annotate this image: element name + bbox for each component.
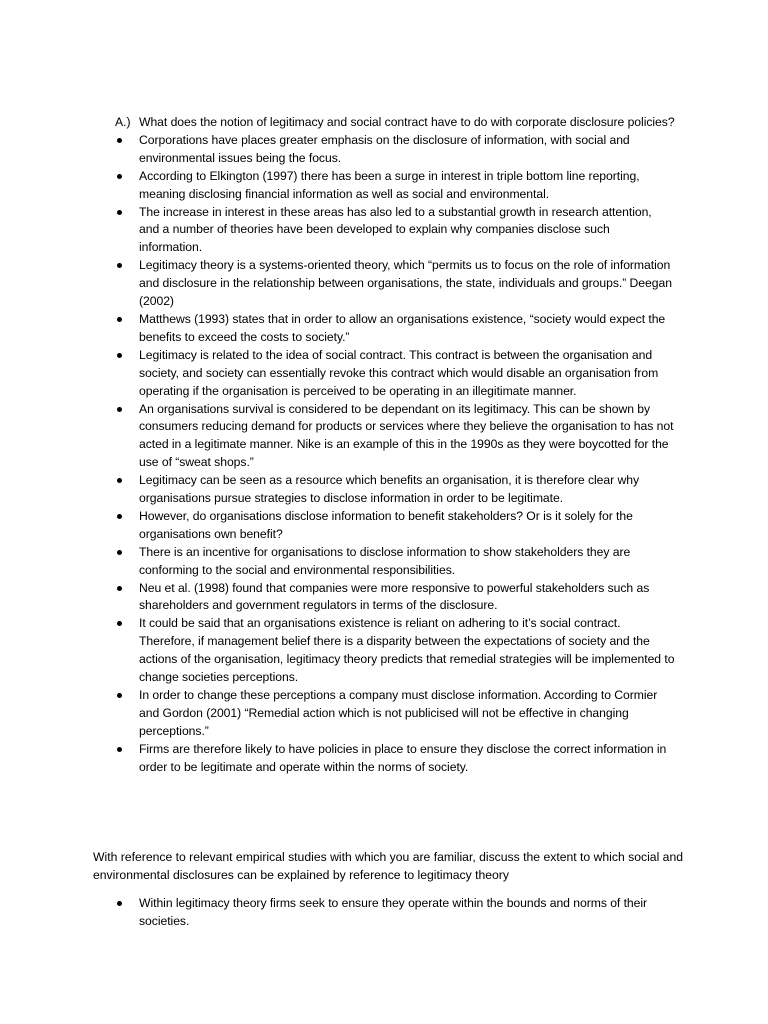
list-item bbox=[115, 204, 675, 258]
list-item bbox=[115, 544, 675, 580]
bullet-icon bbox=[117, 407, 122, 412]
bullet-icon bbox=[117, 621, 122, 626]
bullet-text: Legitimacy is related to the idea of social contract. This contract is between the organisation and society, and society can essentially revoke this contract which would disable an organisation from operating if the organisation is perceived to be operating in an illegitimate manner. bbox=[139, 347, 659, 398]
bullet-text: There is an incentive for organisations to disclose information to show stakeholders they are conforming to the social and environmental responsibilities. bbox=[139, 544, 631, 577]
bullet-text: Matthews (1993) states that in order to allow an organisations existence, “society would expect the benefits to exceed the costs to society.” bbox=[139, 311, 666, 344]
bullet-text: Neu et al. (1998) found that companies were more responsive to powerful stakeholders such as shareholders and government regulators in terms of the disclosure. bbox=[139, 580, 650, 613]
question-a bbox=[115, 114, 675, 132]
bullet-text: Legitimacy theory is a systems-oriented theory, which “permits us to focus on the role of information and disclosure in the relationship between organisations, the state, individuals and groups.” Deegan (2002) bbox=[139, 258, 672, 309]
question-a-text: What does the notion of legitimacy and social contract have to do with corporate disclosure policies? bbox=[139, 115, 675, 129]
list-item bbox=[115, 472, 675, 508]
bullet-icon bbox=[117, 478, 122, 483]
bullet-icon bbox=[117, 210, 122, 215]
bullet-text: The increase in interest in these areas has also led to a substantial growth in research attention, and a number of theories have been developed to explain why companies disclose such information. bbox=[139, 204, 652, 255]
bullet-icon bbox=[117, 263, 122, 268]
bullet-text: However, do organisations disclose information to benefit stakeholders? Or is it solely for the organisations own benefit? bbox=[139, 508, 633, 541]
list-item bbox=[115, 895, 675, 931]
list-item bbox=[115, 347, 675, 401]
bullet-text: Corporations have places greater emphasis on the disclosure of information, with social and environmental issues being the focus. bbox=[139, 132, 630, 165]
list-item bbox=[115, 687, 675, 741]
list-item bbox=[115, 132, 675, 168]
bullet-text: An organisations survival is considered to be dependant on its legitimacy. This can be shown by consumers reducing demand for products or services where they believe the organisation to has not acted in a legitimate manner. Nike is an example of this in the 1990s as they were boycotted for the use of “sweat shops.” bbox=[139, 401, 674, 470]
bullet-icon bbox=[117, 317, 122, 322]
list-item bbox=[115, 401, 675, 473]
section-a bbox=[115, 114, 675, 777]
bullet-text: Firms are therefore likely to have policies in place to ensure they disclose the correct information in order to be legitimate and operate within the norms of society. bbox=[139, 741, 667, 774]
bullet-text: Within legitimacy theory firms seek to ensure they operate within the bounds and norms of their societies. bbox=[139, 896, 648, 928]
bullet-icon bbox=[117, 586, 122, 591]
list-item bbox=[115, 615, 675, 687]
list-item bbox=[115, 508, 675, 544]
list-item bbox=[115, 580, 675, 616]
bullet-icon bbox=[117, 353, 122, 358]
question-b: With reference to relevant empirical studies with which you are familiar, discuss the extent to which social and environmental disclosures can be explained by reference to legitimacy theory bbox=[93, 850, 684, 882]
bullet-icon bbox=[117, 901, 122, 906]
bullet-icon bbox=[117, 138, 122, 143]
bullet-icon bbox=[117, 693, 122, 698]
list-item bbox=[115, 311, 675, 347]
bullet-icon bbox=[117, 550, 122, 555]
list-item bbox=[115, 257, 675, 311]
bullet-icon bbox=[117, 514, 122, 519]
bullet-icon bbox=[117, 747, 122, 752]
question-a-marker: A.) bbox=[115, 115, 131, 129]
bullet-text: Legitimacy can be seen as a resource which benefits an organisation, it is therefore clear why organisations pursue strategies to disclose information in order to be legitimate. bbox=[139, 473, 639, 506]
bullet-icon bbox=[117, 174, 122, 179]
section-b-list bbox=[115, 895, 675, 931]
bullet-text: In order to change these perceptions a company must disclose information. According to Cormier and Gordon (2001) “Remedial action which is not publicised will not be effective in changing perceptions.” bbox=[139, 688, 658, 738]
bullet-text: According to Elkington (1997) there has been a surge in interest in triple bottom line reporting, meaning disclosing financial information as well as social and environmental. bbox=[139, 168, 640, 201]
list-item bbox=[115, 168, 675, 204]
list-item bbox=[115, 741, 675, 777]
bullet-text: It could be said that an organisations existence is reliant on adhering to it’s social contract. Therefore, if management belief there is a disparity between the expectations of society and the actions of the organisation, legitimacy theory predicts that remedial strategies will be implemented to change societies perceptions. bbox=[139, 616, 675, 685]
